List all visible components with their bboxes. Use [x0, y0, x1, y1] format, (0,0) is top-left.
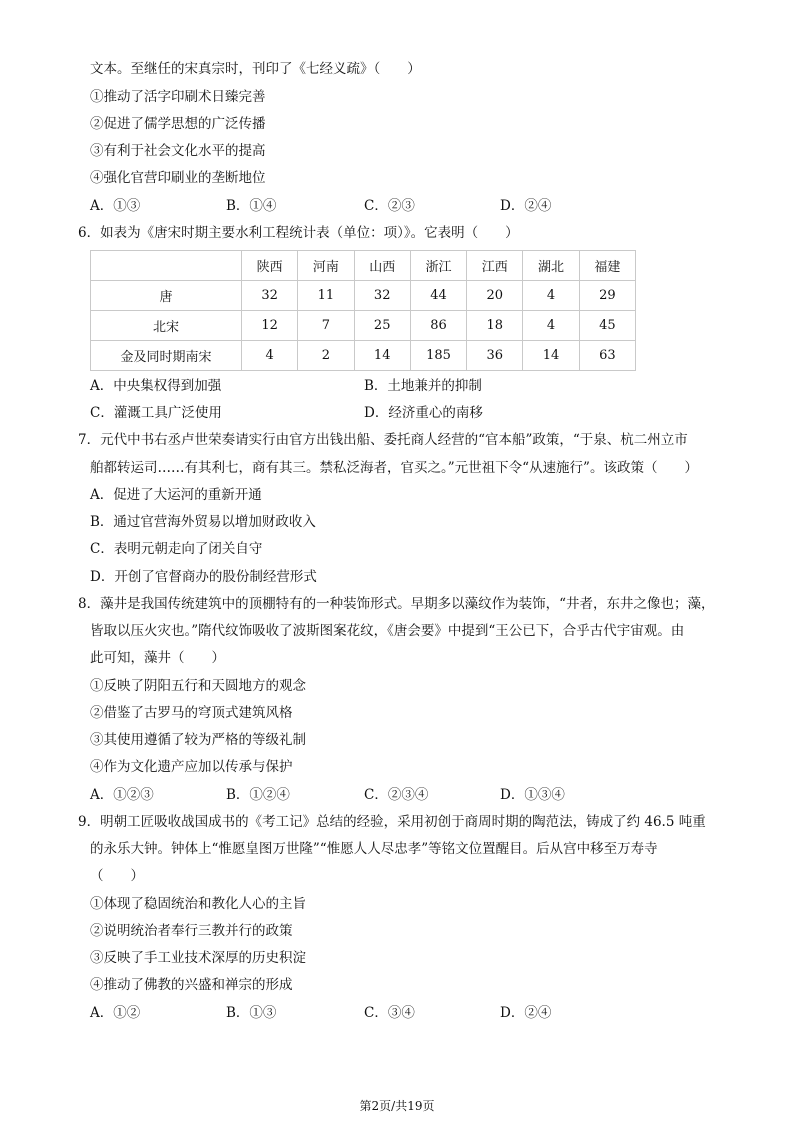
q6-option-a: A．中央集权得到加强: [90, 378, 222, 394]
q8-option-d: D．①③④: [500, 787, 565, 803]
q5-option-d: D．②④: [500, 198, 552, 214]
table-cell: 36: [467, 341, 523, 371]
table-cell: 20: [467, 281, 523, 311]
q6-option-c: C．灌溉工具广泛使用: [90, 405, 222, 421]
table-row: [91, 311, 636, 341]
q8-statement-3: ③其使用遵循了较为严格的等级礼制: [90, 732, 306, 748]
q6-option-b: B．土地兼并的抑制: [364, 378, 482, 394]
q8-statement-4: ④作为文化遗产应加以传承与保护: [90, 759, 293, 775]
q5-option-b: B．①④: [226, 198, 277, 214]
q9-option-b: B．①③: [226, 1005, 277, 1021]
table-cell: 4: [523, 281, 579, 311]
table-cell: 185: [410, 341, 466, 371]
q8-statement-2: ②借鉴了古罗马的穹顶式建筑风格: [90, 705, 293, 721]
table-cell: 18: [467, 311, 523, 341]
table-header-cell: 江西: [467, 251, 523, 281]
table-row: [91, 281, 636, 311]
q5-statement-1: ①推动了活字印刷术日臻完善: [90, 89, 266, 105]
q8-option-c: C．②③④: [364, 787, 429, 803]
q9-stem-line-1: 9．明朝工匠吸收战国成书的《考工记》总结的经验，采用初创于商周时期的陶范法，铸成了约 46.5 吨重: [78, 814, 706, 830]
table-cell: 14: [523, 341, 579, 371]
table-cell: 63: [579, 341, 635, 371]
table-cell: 25: [354, 311, 410, 341]
table-row: [91, 341, 636, 371]
q9-stem-line-2: 的永乐大钟。钟体上“惟愿皇图万世隆”“惟愿人人尽忠孝”等铭文位置醒目。后从宫中移至万寿寺: [90, 841, 658, 857]
q7-stem-line-2: 舶都转运司……有其利七，商有其三。禁私泛海者，官买之。”元世祖下令“从速施行”。该政策（ ）: [90, 460, 698, 476]
page-footer: 第2页/共19页: [359, 1099, 435, 1113]
table-cell: 14: [354, 341, 410, 371]
q7-option-a: A．促进了大运河的重新开通: [90, 487, 262, 503]
q8-stem-line-1: 8．藻井是我国传统建筑中的顶棚特有的一种装饰形式。早期多以藻纹作为装饰，“井者，东井之像也；藻，: [78, 596, 715, 612]
table-cell: 11: [298, 281, 354, 311]
table-header-cell: 福建: [579, 251, 635, 281]
q6-option-d: D．经济重心的南移: [364, 405, 483, 421]
q6-stem: 6．如表为《唐宋时期主要水利工程统计表（单位：项）》。它表明（ ）: [78, 225, 519, 241]
table-cell: 12: [242, 311, 298, 341]
q8-stem-line-2: 皆取以压火灾也。”隋代纹饰吸收了波斯图案花纹，《唐会要》中提到“王公已下，合乎古代宇宙观。由: [90, 623, 685, 639]
table-cell: 45: [579, 311, 635, 341]
q9-option-a: A．①②: [90, 1005, 141, 1021]
water-conservancy-table: [90, 250, 636, 371]
q5-stem-tail: 文本。至继任的宋真宗时，刊印了《七经义疏》（ ）: [90, 61, 421, 77]
table-header-cell: 河南: [298, 251, 354, 281]
q8-stem-line-3: 此可知，藻井（ ）: [90, 650, 225, 666]
q7-stem-line-1: 7．元代中书右丞卢世荣奏请实行由官方出钱出船、委托商人经营的“官本船”政策，“于泉、杭二州立市: [78, 432, 688, 448]
q9-statement-3: ③反映了手工业技术深厚的历史积淀: [90, 950, 306, 966]
q5-option-c: C．②③: [364, 198, 415, 214]
table-cell: 29: [579, 281, 635, 311]
table-row-label: 唐: [91, 281, 242, 311]
table-corner-cell: [91, 251, 242, 281]
table-cell: 32: [354, 281, 410, 311]
q7-option-b: B．通过官营海外贸易以增加财政收入: [90, 514, 316, 530]
table-cell: 7: [298, 311, 354, 341]
table-header-cell: 湖北: [523, 251, 579, 281]
table-header-cell: 山西: [354, 251, 410, 281]
q8-option-a: A．①②③: [90, 787, 154, 803]
q9-option-c: C．③④: [364, 1005, 415, 1021]
q5-option-a: A．①③: [90, 198, 141, 214]
q5-statement-3: ③有利于社会文化水平的提高: [90, 143, 266, 159]
q7-option-d: D．开创了官督商办的股份制经营形式: [90, 569, 317, 585]
table-cell: 4: [242, 341, 298, 371]
table-cell: 44: [410, 281, 466, 311]
table-cell: 86: [410, 311, 466, 341]
q9-statement-4: ④推动了佛教的兴盛和禅宗的形成: [90, 977, 293, 993]
q7-option-c: C．表明元朝走向了闭关自守: [90, 541, 263, 557]
q8-option-b: B．①②④: [226, 787, 290, 803]
q9-option-d: D．②④: [500, 1005, 552, 1021]
q9-stem-line-3: （ ）: [90, 868, 144, 884]
table-row-label: 北宋: [91, 311, 242, 341]
q5-statement-4: ④强化官营印刷业的垄断地位: [90, 170, 266, 186]
table-header-cell: 浙江: [410, 251, 466, 281]
table-header-cell: 陕西: [242, 251, 298, 281]
q9-statement-1: ①体现了稳固统治和教化人心的主旨: [90, 896, 306, 912]
q8-statement-1: ①反映了阴阳五行和天圆地方的观念: [90, 678, 306, 694]
q5-statement-2: ②促进了儒学思想的广泛传播: [90, 116, 266, 132]
table-row-label: 金及同时期南宋: [91, 341, 242, 371]
table-cell: 32: [242, 281, 298, 311]
table-header-row: [91, 251, 636, 281]
table-cell: 4: [523, 311, 579, 341]
q9-statement-2: ②说明统治者奉行三教并行的政策: [90, 923, 293, 939]
table-cell: 2: [298, 341, 354, 371]
